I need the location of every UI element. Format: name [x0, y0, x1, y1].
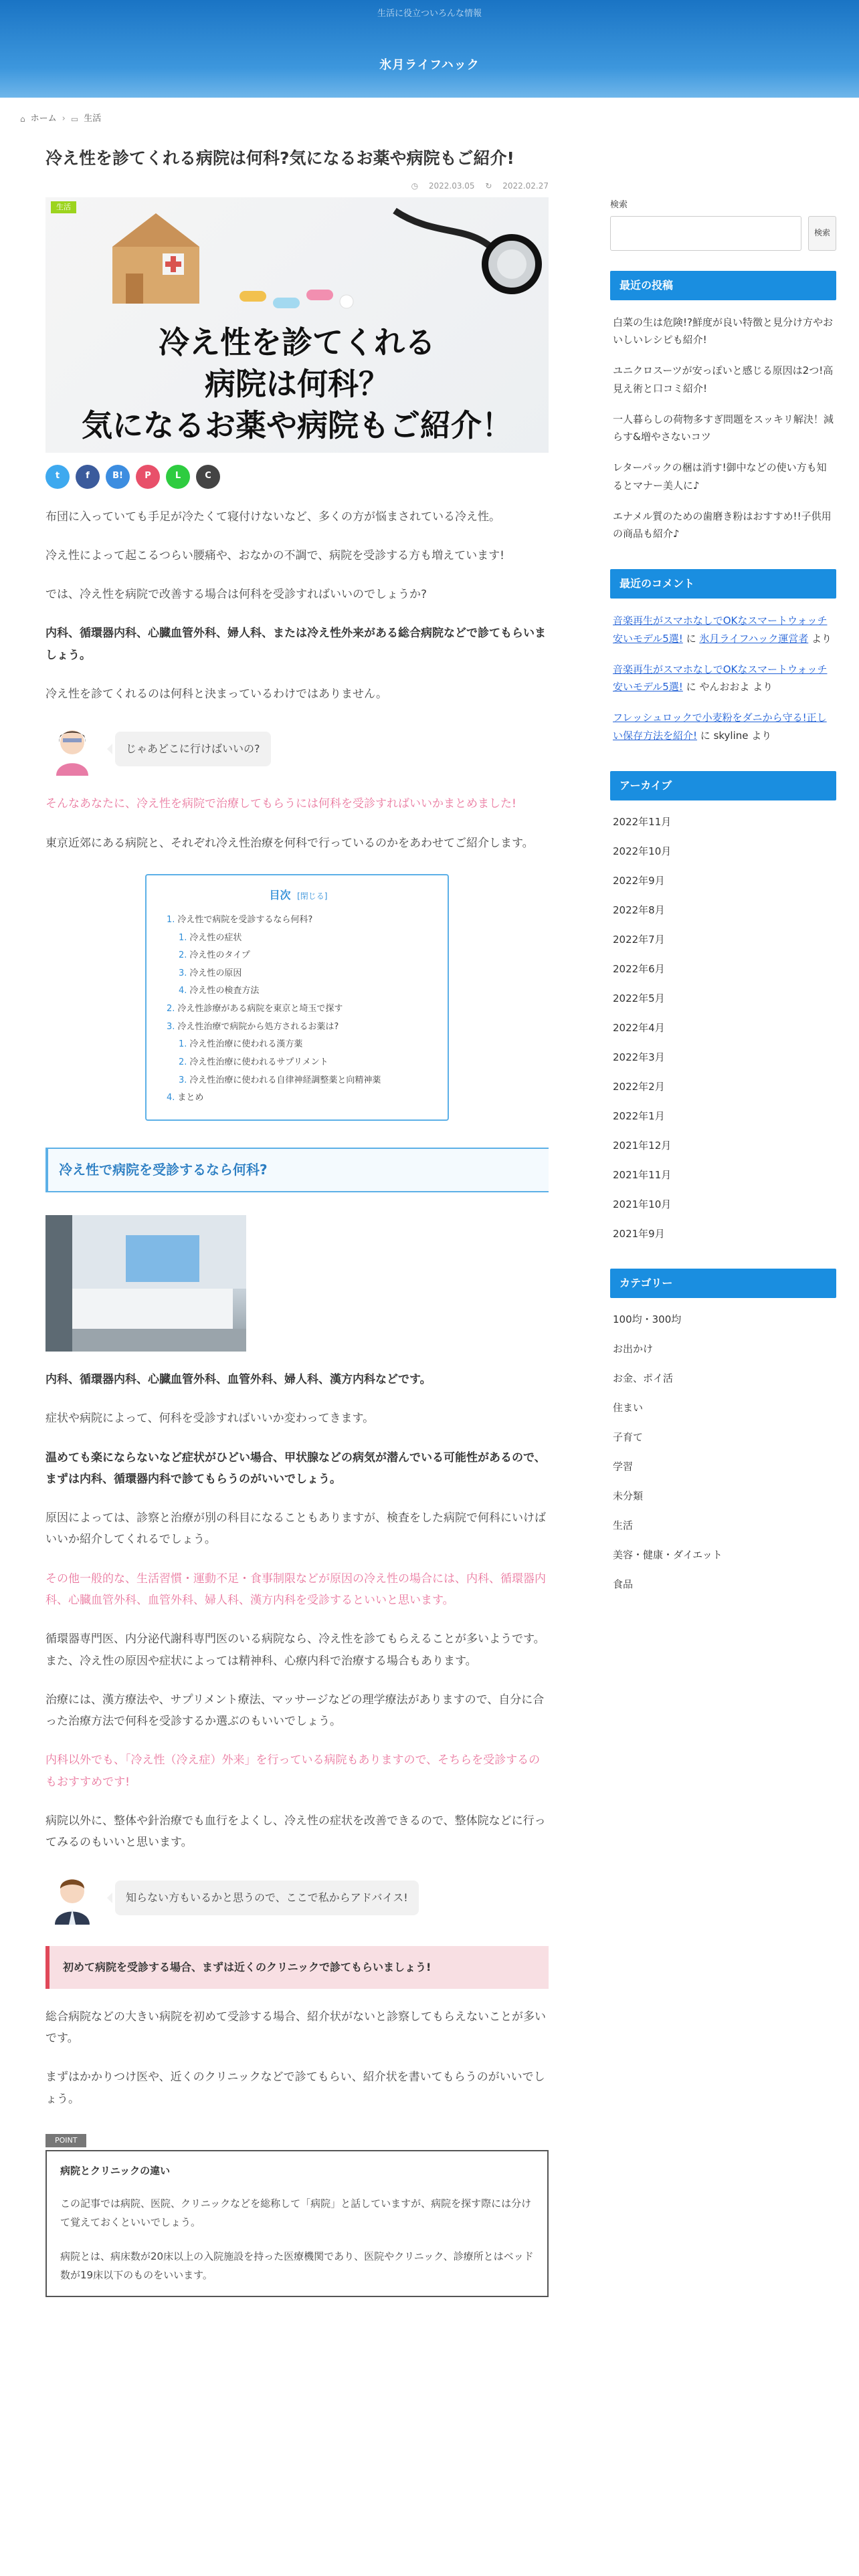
eyecatch-image — [45, 197, 549, 453]
comment-post-link[interactable]: 音楽再生がスマホなしでOKなスマートウォッチ安いモデル5選! — [613, 663, 828, 693]
comment-author: やんおおよ — [699, 681, 750, 693]
category-link[interactable]: 住まい — [613, 1401, 644, 1414]
category-title: カテゴリー — [610, 1269, 836, 1298]
comment-post-link[interactable]: 音楽再生がスマホなしでOKなスマートウォッチ安いモデル5選! — [613, 615, 828, 645]
recent-comment: フレッシュロックで小麦粉をダニから守る!正しい保存方法を紹介! に skyline より — [613, 712, 827, 742]
speech-balloon — [45, 1871, 549, 1925]
recent-post-link[interactable]: ユニクロスーツが安っぽいと感じる原因は2つ!高見え術と口コミ紹介! — [613, 364, 834, 395]
paragraph-highlight: 内科以外でも、「冷え性（冷え症）外来」を行っている病院もありますので、そちらを受診するのもおすすめです! — [45, 1753, 541, 1789]
copy-link-icon[interactable]: C — [196, 465, 220, 489]
comment-post-link[interactable]: フレッシュロックで小麦粉をダニから守る!正しい保存方法を紹介! — [613, 712, 827, 742]
category-link[interactable]: 生活 — [613, 1519, 634, 1531]
recent-comment: 音楽再生がスマホなしでOKなスマートウォッチ安いモデル5選! に 氷月ライフハック運営者 より — [613, 615, 832, 645]
toc-item[interactable]: 4. まとめ — [167, 1093, 204, 1103]
home-icon: ⌂ — [20, 114, 25, 124]
worried-woman-avatar — [45, 722, 99, 776]
toc-subitem[interactable]: 2. 冷え性のタイプ — [179, 950, 250, 961]
recent-posts-list — [610, 307, 836, 550]
toc-subitem[interactable]: 2. 冷え性治療に使われるサプリメント — [179, 1057, 328, 1067]
balloon-text: 知らない方もいるかと思うので、ここで私からアドバイス! — [115, 1881, 419, 1915]
recent-post-link[interactable]: 白菜の生は危険!?鮮度が良い特徴と見分け方やおいしいレシピも紹介! — [613, 316, 833, 346]
breadcrumb-category[interactable]: 生活 — [84, 113, 102, 124]
category-link[interactable]: 食品 — [613, 1578, 634, 1590]
search-button[interactable]: 検索 — [808, 216, 836, 251]
archive-link[interactable]: 2022年1月 — [613, 1109, 665, 1122]
paragraph: 病院以外に、整体や針治療でも血行をよくし、冷え性の症状を改善できるので、整体院などに行ってみるのもいいと思います。 — [45, 1814, 546, 1850]
toc-item[interactable]: 1. 冷え性で病院を受診するなら何科? — [167, 914, 313, 925]
category-link[interactable]: 美容・健康・ダイエット — [613, 1548, 723, 1561]
section-heading: 冷え性で病院を受診するなら何科? — [45, 1148, 549, 1192]
recent-comment: 音楽再生がスマホなしでOKなスマートウォッチ安いモデル5選! に やんおおよ より — [613, 663, 828, 693]
table-of-contents — [145, 874, 449, 1121]
facebook-share-icon[interactable]: f — [76, 465, 100, 489]
search-label: 検索 — [610, 200, 628, 210]
clinic-reception-photo — [45, 1215, 246, 1352]
category-link[interactable]: 学習 — [613, 1460, 634, 1473]
paragraph: 症状や病院によって、何科を受診すればいいか変わってきます。 — [45, 1412, 375, 1426]
hatena-share-icon[interactable]: B! — [106, 465, 130, 489]
recent-post-link[interactable]: レターパックの梱は消す!御中などの使い方も知るとマナー美人に♪ — [613, 461, 827, 492]
toc-title: 目次 [閉じる] — [269, 888, 328, 901]
speech-balloon — [45, 722, 549, 776]
recent-comments-title: 最近のコメント — [610, 569, 836, 599]
point-title: 病院とクリニックの違い — [60, 2164, 171, 2177]
archive-link[interactable]: 2021年9月 — [613, 1227, 665, 1240]
archive-list — [610, 807, 836, 1249]
search-input[interactable] — [610, 216, 801, 251]
recent-comments-list — [610, 605, 836, 751]
point-text: 病院とは、病床数が20床以上の入院施設を持った医療機関であり、医院やクリニック、診療所とはベッド数が19床以下のものをいいます。 — [60, 2250, 534, 2282]
archive-link[interactable]: 2022年9月 — [613, 874, 665, 887]
balloon-text: じゃあどこに行けばいいの? — [115, 732, 271, 766]
toc-item[interactable]: 3. 冷え性治療で病院から処方されるお薬は? — [167, 1021, 339, 1032]
eyecatch-text: 冷え性を診てくれる 病院は何科？ 気になるお薬や病院もご紹介！ — [82, 324, 512, 443]
clinic-photo-illustration — [45, 1215, 246, 1352]
article-dates — [45, 179, 549, 193]
archive-link[interactable]: 2022年4月 — [613, 1021, 665, 1034]
breadcrumb-separator: › — [62, 113, 66, 124]
paragraph: 総合病院などの大きい病院を初めて受診する場合、紹介状がないと診察してもらえないことが多いです。 — [45, 2010, 546, 2045]
paragraph-highlight: その他一般的な、生活習慣・運動不足・食事制限などが原因の冷え性の場合には、内科、循環器内科、心臓血管外科、血管外科、婦人科、漢方内科を受診するといいと思います。 — [45, 1572, 546, 1607]
toc-item[interactable]: 2. 冷え性診療がある病院を東京と埼玉で探す — [167, 1004, 343, 1014]
sidebar — [610, 140, 836, 2297]
paragraph: まずはかかりつけ医や、近くのクリニックなどで診てもらい、紹介状を書いてもらうのがいいでしょう。 — [45, 2070, 545, 2106]
category-link[interactable]: 100均・300均 — [613, 1313, 682, 1325]
recent-post-link[interactable]: エナメル質のための歯磨き粉はおすすめ!!子供用の商品も紹介♪ — [613, 510, 832, 540]
category-badge[interactable]: 生活 — [51, 201, 76, 213]
comment-author: skyline — [713, 729, 749, 742]
article — [45, 140, 549, 2297]
paragraph: 冷え性によって起こるつらい腰痛や、おなかの不調で、病院を受診する方も増えています! — [45, 548, 504, 562]
paragraph-bold: 内科、循環器内科、心臓血管外科、婦人科、または冷え性外来がある総合病院などで診てもらいましょう。 — [45, 627, 546, 662]
share-buttons — [45, 465, 549, 489]
paragraph: 東京近郊にある病院と、それぞれ冷え性治療を何科で行っているのかをあわせてご紹介します。 — [45, 836, 534, 850]
twitter-share-icon[interactable]: t — [45, 465, 70, 489]
category-link[interactable]: 子育て — [613, 1430, 644, 1443]
comment-author-link[interactable]: 氷月ライフハック運営者 — [699, 632, 809, 645]
paragraph-bold: 温めても楽にならないなど症状がひどい場合、甲状腺などの病気が潜んでいる可能性があるので、まずは内科、循環器内科で診てもらうのがいいでしょう。 — [45, 1451, 546, 1486]
paragraph: では、冷え性を病院で改善する場合は何科を受診すればいいのでしょうか? — [45, 588, 427, 602]
site-header — [0, 0, 859, 98]
paragraph-bold: 内科、循環器内科、心臓血管外科、血管外科、婦人科、漢方内科などです。 — [45, 1372, 432, 1386]
search-form — [610, 216, 836, 251]
category-link[interactable]: お金、ポイ活 — [613, 1372, 674, 1384]
published-date: ◷ 2022.03.05 — [411, 181, 475, 191]
updated-date: ↻ 2022.02.27 — [485, 181, 549, 191]
site-tagline: 生活に役立ついろんな情報 — [377, 9, 482, 19]
archive-link[interactable]: 2022年10月 — [613, 845, 672, 857]
breadcrumb — [0, 98, 859, 140]
archive-link[interactable]: 2021年12月 — [613, 1139, 672, 1152]
recent-post-link[interactable]: 一人暮らしの荷物多すぎ問題をスッキリ解決！減らす&増やさないコツ — [613, 413, 834, 443]
point-box — [45, 2130, 549, 2297]
archive-link[interactable]: 2022年5月 — [613, 992, 665, 1004]
article-title: 冷え性を診てくれる病院は何科?気になるお薬や病院もご紹介! — [45, 148, 514, 168]
category-list — [610, 1305, 836, 1599]
folder-icon: ▭ — [70, 114, 79, 124]
archive-link[interactable]: 2021年11月 — [613, 1168, 672, 1181]
archive-link[interactable]: 2022年6月 — [613, 962, 665, 975]
toc-list — [167, 911, 430, 1107]
category-link[interactable]: 未分類 — [613, 1489, 644, 1502]
paragraph: 冷え性を診てくれるのは何科と決まっているわけではありません。 — [45, 687, 388, 701]
paragraph-highlight: そんなあなたに、冷え性を病院で治療してもらうには何科を受診すればいいかまとめました! — [45, 797, 516, 811]
archive-link[interactable]: 2022年7月 — [613, 933, 665, 946]
stethoscope-illustration — [375, 197, 549, 324]
paragraph: 布団に入っていても手足が冷たくて寝付けないなど、多くの方が悩まされている冷え性。 — [45, 510, 500, 524]
toc-subitem[interactable]: 3. 冷え性の原因 — [179, 968, 242, 978]
archive-link[interactable]: 2022年11月 — [613, 815, 672, 828]
archive-link[interactable]: 2022年2月 — [613, 1080, 665, 1093]
pocket-share-icon[interactable]: P — [136, 465, 160, 489]
alert-box: 初めて病院を受診する場合、まずは近くのクリニックで診てもらいましょう! — [45, 1946, 549, 1989]
recent-posts-title: 最近の投稿 — [610, 271, 836, 300]
archive-title: アーカイブ — [610, 771, 836, 800]
archive-link[interactable]: 2021年10月 — [613, 1198, 672, 1210]
pills-illustration — [233, 271, 367, 318]
category-link[interactable]: お出かけ — [613, 1342, 654, 1355]
toc-toggle[interactable]: [閉じる] — [297, 891, 328, 901]
wooden-house-illustration — [99, 207, 213, 307]
point-label: POINT — [45, 2134, 86, 2147]
toc-subitem[interactable]: 1. 冷え性治療に使われる漢方薬 — [179, 1039, 303, 1050]
archive-link[interactable]: 2022年8月 — [613, 903, 665, 916]
site-title[interactable]: 氷月ライフハック — [379, 58, 480, 72]
toc-subitem[interactable]: 4. 冷え性の検査方法 — [179, 986, 260, 996]
paragraph: 循環器専門医、内分泌代謝科専門医のいる病院なら、冷え性を診てもらえることが多いようです。また、冷え性の原因や症状によっては精神科、心療内科で治療する場合もあります。 — [45, 1632, 545, 1668]
point-text: この記事では病院、医院、クリニックなどを総称して「病院」と話していますが、病院を探す際には分けて覚えておくといいでしょう。 — [60, 2197, 532, 2229]
point-box-body — [45, 2150, 549, 2297]
toc-subitem[interactable]: 1. 冷え性の症状 — [179, 932, 242, 943]
toc-subitem[interactable]: 3. 冷え性治療に使われる自律神経調整薬と向精神薬 — [179, 1075, 381, 1085]
man-advisor-avatar — [45, 1871, 99, 1925]
paragraph: 原因によっては、診察と治療が別の科目になることもありますが、検査をした病院で何科にいけばいいか紹介してくれるでしょう。 — [45, 1511, 546, 1547]
line-share-icon[interactable]: L — [166, 465, 190, 489]
archive-link[interactable]: 2022年3月 — [613, 1051, 665, 1063]
breadcrumb-home[interactable]: ホーム — [30, 113, 57, 124]
paragraph: 治療には、漢方療法や、サプリメント療法、マッサージなどの理学療法がありますので、自分に合った治療方法で何科を受診するか選ぶのもいいでしょう。 — [45, 1693, 545, 1729]
